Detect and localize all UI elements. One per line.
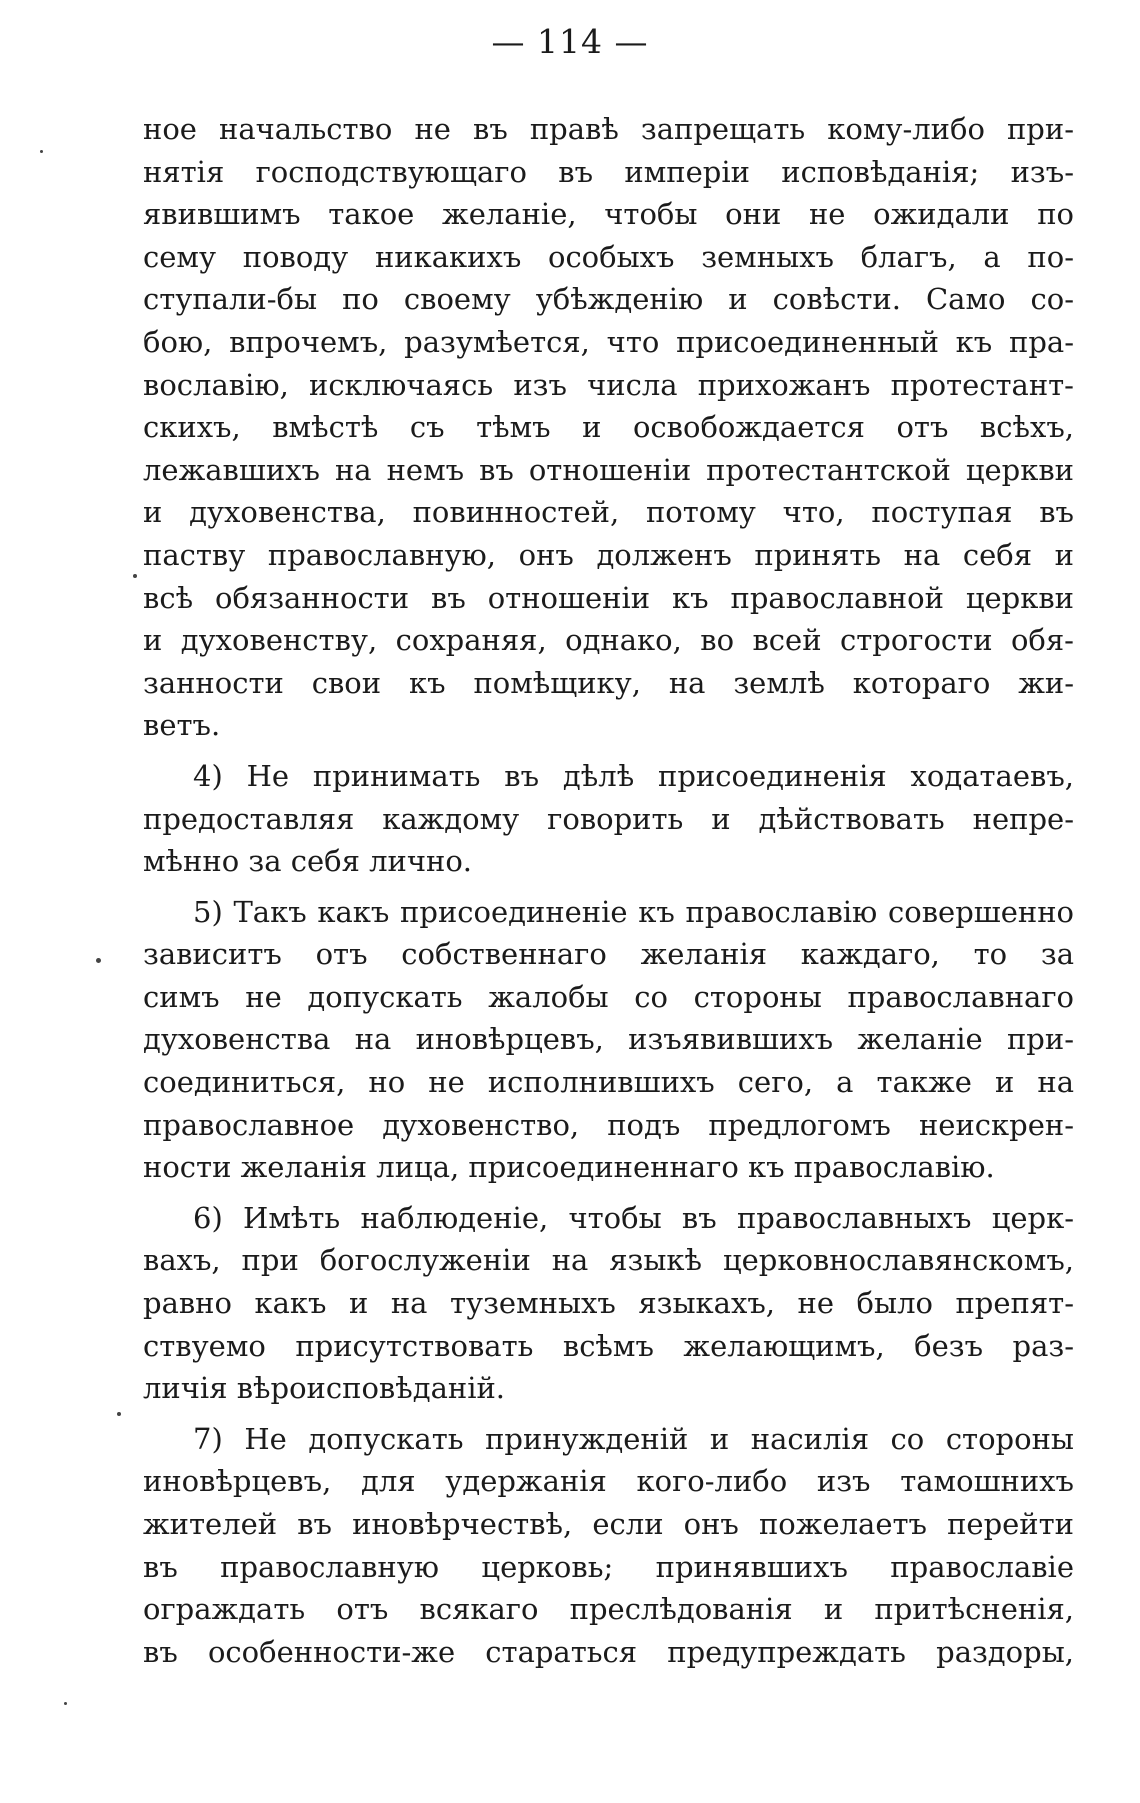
text-line: въ православную церковь; принявшихъ православіе <box>143 1549 1074 1584</box>
print-speck <box>64 1702 67 1705</box>
text-line: 6) Имѣть наблюденіе, чтобы въ православныхъ церк- <box>193 1200 1074 1235</box>
page-number: — 114 — <box>491 22 649 61</box>
text-line: ограждать отъ всякаго преслѣдованія и притѣсненія, <box>143 1592 1074 1627</box>
text-line: мѣнно за себя лично. <box>143 844 473 879</box>
text-line: 5) Такъ какъ присоединеніе къ православію совершенно <box>193 894 1074 929</box>
print-speck <box>133 574 137 578</box>
print-speck <box>117 1412 121 1416</box>
text-line: равно какъ и на туземныхъ языкахъ, не было препят- <box>143 1286 1074 1321</box>
text-line: 4) Не принимать въ дѣлѣ присоединенія ходатаевъ, <box>193 758 1074 793</box>
text-line: нятія господствующаго въ имперіи исповѣданія; изъ- <box>143 154 1074 189</box>
paragraph-gap <box>143 1410 1074 1418</box>
text-line: бою, впрочемъ, разумѣется, что присоединенный къ пра- <box>143 324 1074 359</box>
text-line: соединиться, но не исполнившихъ сего, а также и на <box>143 1065 1074 1100</box>
text-line: жителей въ иновѣрчествѣ, если онъ пожелаетъ перейти <box>143 1507 1074 1541</box>
text-line: личія вѣроисповѣданій. <box>143 1371 506 1406</box>
text-line: сему поводу никакихъ особыхъ земныхъ благъ, а по- <box>143 239 1074 274</box>
text-line: вахъ, при богослуженіи на языкѣ церковнославянскомъ, <box>143 1243 1074 1278</box>
text-line: предоставляя каждому говорить и дѣйствовать непре- <box>143 801 1074 836</box>
text-line: ступали-бы по своему убѣжденію и совѣсти. Само со- <box>143 282 1074 317</box>
text-line: занности свои къ помѣщику, на землѣ котораго жи- <box>143 665 1074 700</box>
text-line: всѣ обязанности въ отношеніи къ православной церкви <box>143 580 1074 615</box>
paragraph-5 <box>143 891 1074 1189</box>
text-line: зависитъ отъ собственнаго желанія каждаго, то за <box>143 937 1074 972</box>
text-line: православное духовенство, подъ предлогомъ неискрен- <box>143 1107 1074 1142</box>
paragraph-6 <box>143 1197 1074 1410</box>
text-line: ветъ. <box>143 708 221 743</box>
paragraph-gap <box>143 747 1074 755</box>
text-line: и духовенства, повинностей, потому что, поступая въ <box>143 495 1074 530</box>
text-line: вославію, исключаясь изъ числа прихожанъ протестант- <box>143 367 1074 402</box>
text-line: ности желанія лица, присоединеннаго къ православію. <box>143 1150 995 1185</box>
text-line: ствуемо присутствовать всѣмъ желающимъ, безъ раз- <box>143 1328 1074 1363</box>
text-line: скихъ, вмѣстѣ съ тѣмъ и освобождается отъ всѣхъ, <box>143 410 1074 445</box>
text-line: иновѣрцевъ, для удержанія кого-либо изъ тамошнихъ <box>143 1464 1074 1499</box>
text-line: лежавшихъ на немъ въ отношеніи протестантской церкви <box>143 452 1074 487</box>
paragraph-4 <box>143 755 1074 883</box>
paragraph-gap <box>143 883 1074 891</box>
print-speck <box>96 958 101 963</box>
text-line: и духовенству, сохраняя, однако, во всей строгости обя- <box>143 623 1074 658</box>
paragraph-continuation <box>143 108 1074 747</box>
text-line: явившимъ такое желаніе, чтобы они не ожидали по <box>143 197 1074 232</box>
paragraph-7 <box>143 1418 1074 1674</box>
page-body-text <box>143 108 1074 1673</box>
print-speck <box>40 150 43 153</box>
text-line: духовенства на иновѣрцевъ, изъявившихъ желаніе при- <box>143 1022 1074 1057</box>
text-line: паству православную, онъ долженъ принять на себя и <box>143 537 1074 572</box>
text-line: ное начальство не въ правѣ запрещать кому-либо при- <box>143 112 1074 146</box>
text-line: въ особенности-же стараться предупреждать раздоры, <box>143 1634 1074 1669</box>
text-line: 7) Не допускать принужденій и насилія со стороны <box>193 1421 1074 1456</box>
text-line: симъ не допускать жалобы со стороны православнаго <box>143 979 1074 1014</box>
paragraph-gap <box>143 1189 1074 1197</box>
